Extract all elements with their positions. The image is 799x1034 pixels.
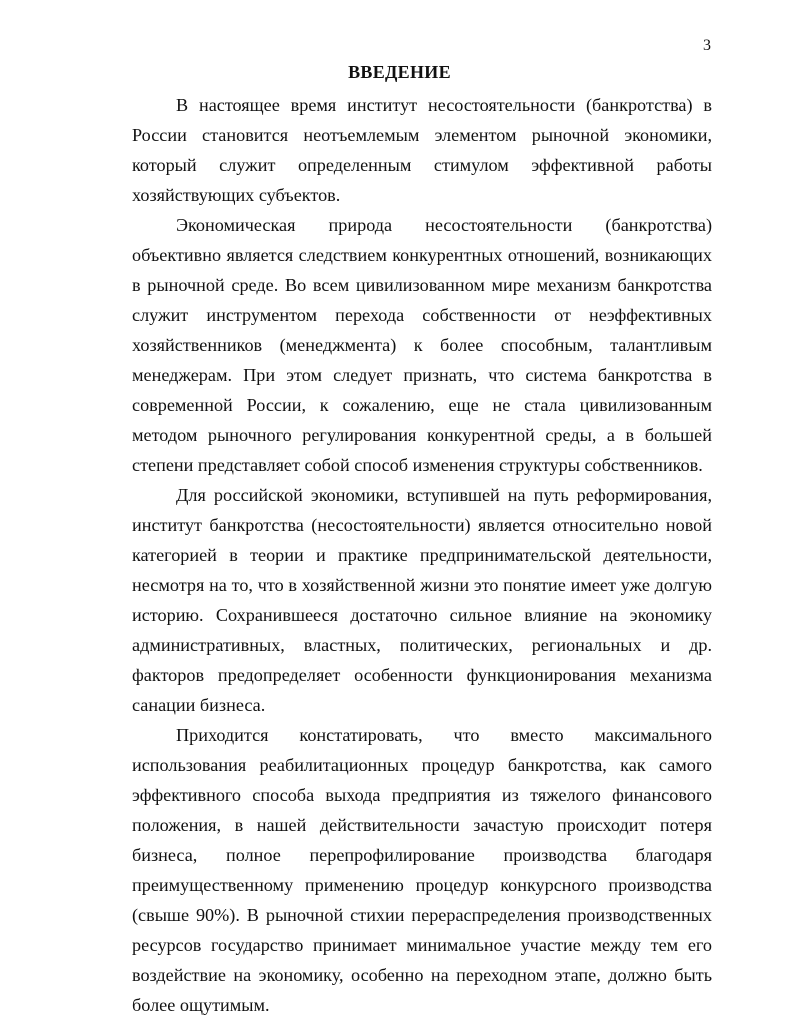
paragraph-4: Приходится констатировать, что вместо максимального использования реабилитационных процедур банкротства, как самого эффективного способа выхода предприятия из тяжелого финансового положения, в нашей действительности зачастую происходит потеря бизнеса, полное перепрофилирование производства благодаря преимущественному применению процедур конкурсного производства (свыше 90%). В рыночной стихии перераспределения производственных ресурсов государство принимает минимальное участие между тем его воздействие на экономику, особенно на переходном этапе, должно быть более ощутимым. bbox=[132, 725, 712, 1015]
paragraph-1: В настоящее время институт несостоятельности (банкротства) в России становится неотъемлемым элементом рыночной экономики, который служит определенным стимулом эффективной работы хозяйствующих субъектов. bbox=[132, 95, 712, 205]
paragraph-3: Для российской экономики, вступившей на путь реформирования, институт банкротства (несостоятельности) является относительно новой категорией в теории и практике предпринимательской деятельности, несмотря на то, что в хозяйственной жизни это понятие имеет уже долгую историю. Сохранившееся достаточно сильное влияние на экономику административных, властных, политических, региональных и др. факторов предопределяет особенности функционирования механизма санации бизнеса. bbox=[132, 485, 712, 715]
page-title: ВВЕДЕНИЕ bbox=[348, 62, 451, 82]
page-number: 3 bbox=[703, 37, 711, 54]
paragraph-2: Экономическая природа несостоятельности (банкротства) объективно является следствием конкурентных отношений, возникающих в рыночной среде. Во всем цивилизованном мире механизм банкротства служит инструментом перехода собственности от неэффективных хозяйственников (менеджмента) к более способным, талантливым менеджерам. При этом следует признать, что система банкротства в современной России, к сожалению, еще не стала цивилизованным методом рыночного регулирования конкурентной среды, а в большей степени представляет собой способ изменения структуры собственников. bbox=[132, 215, 712, 475]
body-text bbox=[132, 90, 712, 1020]
